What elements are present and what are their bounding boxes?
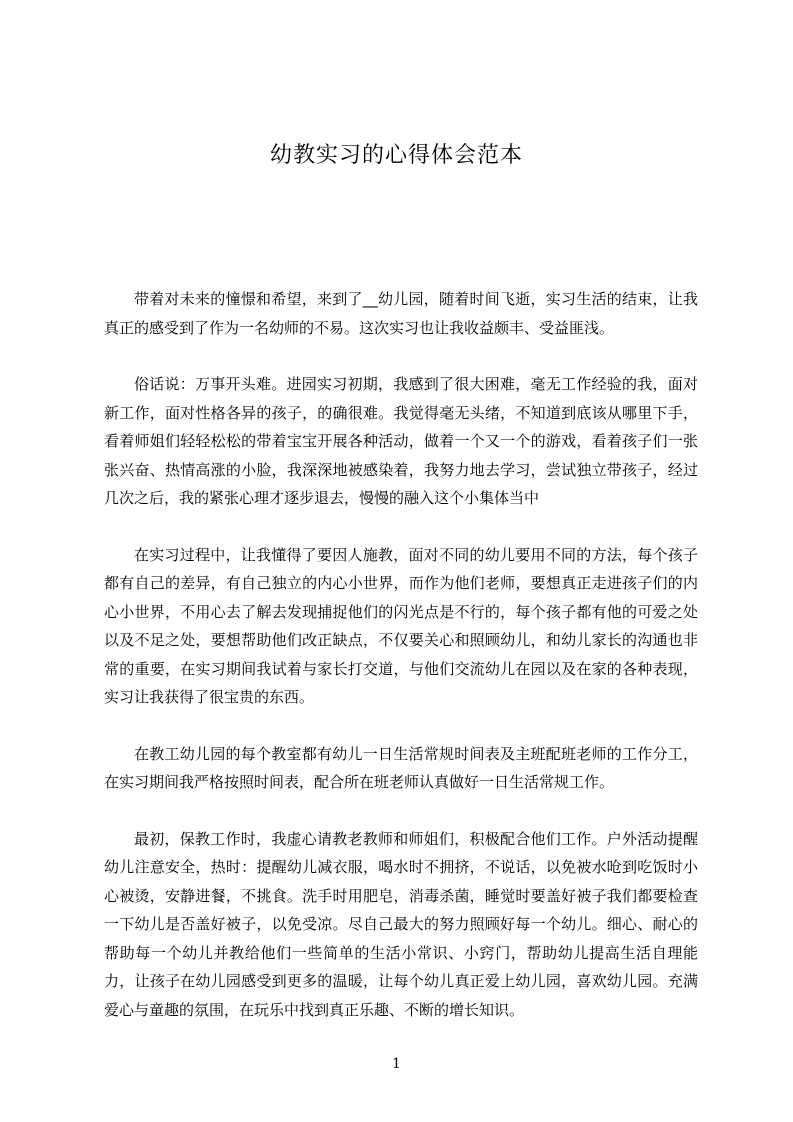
document-body bbox=[104, 285, 698, 1052]
paragraph-5: 最初，保教工作时，我虚心请教老教师和师姐们，积极配合他们工作。户外活动提醒幼儿注意安全，热时：提醒幼儿减衣服，喝水时不拥挤，不说话，以免被水呛到吃饭时小心被烫，安静进餐，不挑食。洗手时用肥皂，消毒杀菌，睡觉时要盖好被子我们都要检查一下幼儿是否盖好被子，以免受凉。尽自己最大的努力照顾好每一个幼儿。细心、耐心的帮助每一个幼儿并教给他们一些简单的生活小常识、小窍门，帮助幼儿提高生活自理能力，让孩子在幼儿园感受到更多的温暖，让每个幼儿真正爱上幼儿园，喜欢幼儿园。充满爱心与童趣的氛围，在玩乐中找到真正乐趣、不断的增长知识。 bbox=[104, 829, 698, 1019]
paragraph-3: 在实习过程中，让我懂得了要因人施教，面对不同的幼儿要用不同的方法，每个孩子都有自己的差异，有自己独立的内心小世界，而作为他们老师，要想真正走进孩子们的内心小世界，不用心去了解去发现捕捉他们的闪光点是不行的，每个孩子都有他的可爱之处以及不足之处，要想帮助他们改正缺点，不仅要关心和照顾幼儿，和幼儿家长的沟通也非常的重要，在实习期间我试着与家长打交道，与他们交流幼儿在园以及在家的各种表现，实习让我获得了很宝贵的东西。 bbox=[104, 545, 698, 706]
paragraph-2: 俗话说：万事开头难。进园实习初期，我感到了很大困难，毫无工作经验的我，面对新工作，面对性格各异的孩子，的确很难。我觉得毫无头绪，不知道到底该从哪里下手，看着师姐们轻轻松松的带着宝宝开展各种活动，做着一个又一个的游戏，看着孩子们一张张兴奋、热情高涨的小脸，我深深地被感染着，我努力地去学习，尝试独立带孩子，经过几次之后，我的紧张心理才逐步退去，慢慢的融入这个小集体当中 bbox=[104, 375, 698, 507]
page-number: 1 bbox=[392, 1056, 401, 1072]
paragraph-4: 在教工幼儿园的每个教室都有幼儿一日生活常规时间表及主班配班老师的工作分工，在实习期间我严格按照时间表，配合所在班老师认真做好一日生活常规工作。 bbox=[104, 744, 698, 791]
paragraph-1: 带着对未来的憧憬和希望，来到了__幼儿园，随着时间飞逝，实习生活的结束，让我真正的感受到了作为一名幼师的不易。这次实习也让我收益颇丰、受益匪浅。 bbox=[104, 290, 698, 337]
page-title: 幼教实习的心得体会范本 bbox=[269, 143, 523, 168]
